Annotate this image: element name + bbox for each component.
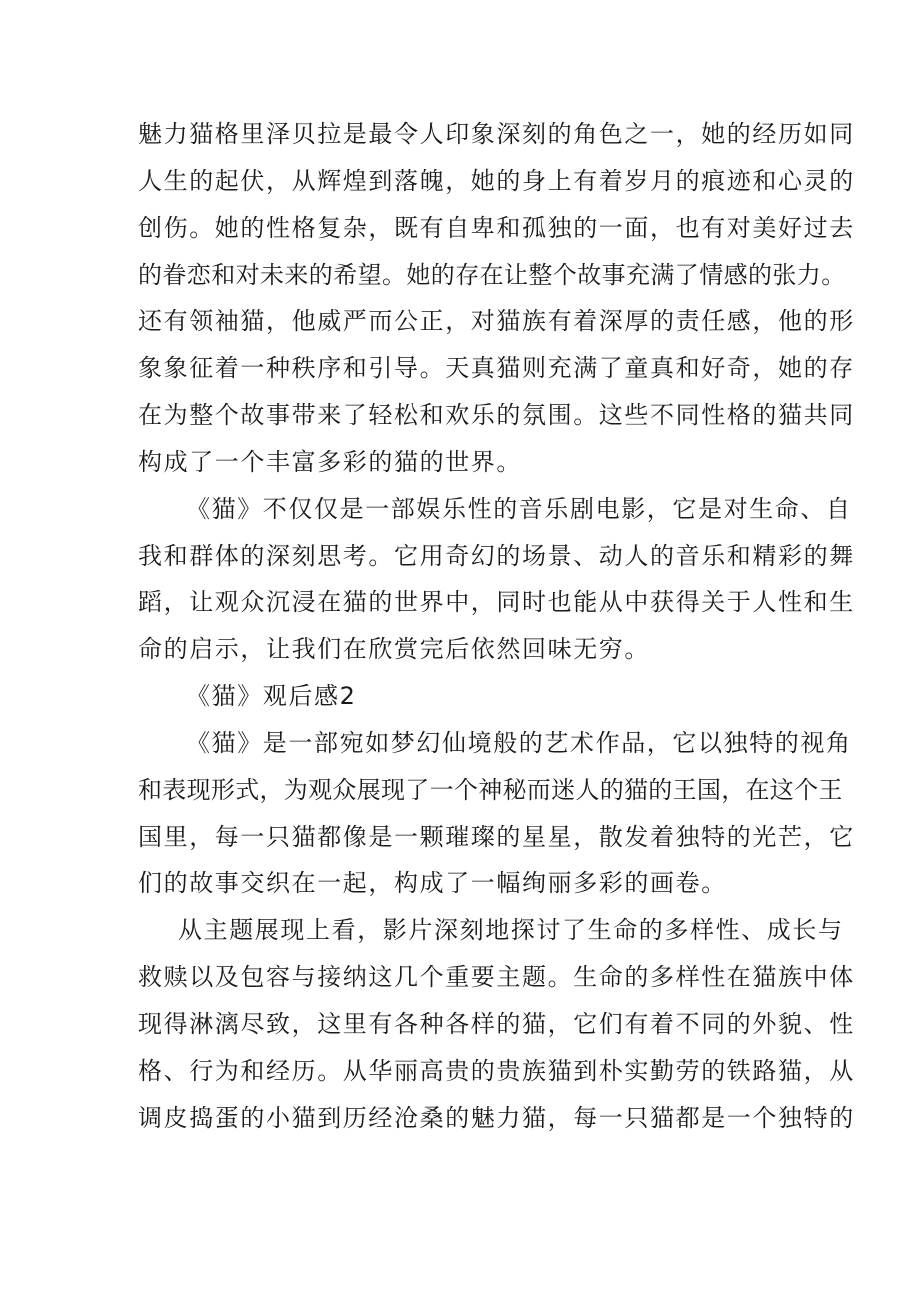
- text-line: 魅力猫格里泽贝拉是最令人印象深刻的角色之一，她的经历如同: [138, 120, 855, 148]
- text-line: 们的故事交织在一起，构成了一幅绚丽多彩的画卷。: [138, 869, 727, 897]
- text-line: 在为整个故事带来了轻松和欢乐的氛围。这些不同性格的猫共同: [138, 401, 855, 429]
- text-line: 构成了一个丰富多彩的猫的世界。: [138, 448, 522, 476]
- text-line: 象象征着一种秩序和引导。天真猫则充满了童真和好奇，她的存: [138, 354, 855, 382]
- text-line: 救赎以及包容与接纳这几个重要主题。生命的多样性在猫族中体: [138, 963, 855, 991]
- paragraph-start-line: 《猫》是一部宛如梦幻仙境般的艺术作品，它以独特的视角: [186, 729, 852, 757]
- section-heading: 《猫》观后感2: [186, 682, 357, 710]
- text-line: 现得淋漓尽致，这里有各种各样的猫，它们有着不同的外貌、性: [138, 1010, 855, 1038]
- text-line: 我和群体的深刻思考。它用奇幻的场景、动人的音乐和精彩的舞: [138, 542, 855, 570]
- text-line: 创伤。她的性格复杂，既有自卑和孤独的一面，也有对美好过去: [138, 214, 855, 242]
- text-line: 命的启示，让我们在欣赏完后依然回味无穷。: [138, 635, 650, 663]
- text-line: 格、行为和经历。从华丽高贵的贵族猫到朴实勤劳的铁路猫，从: [138, 1057, 855, 1085]
- text-line: 调皮捣蛋的小猫到历经沧桑的魅力猫，每一只猫都是一个独特的: [138, 1104, 855, 1132]
- text-line: 和表现形式，为观众展现了一个神秘而迷人的猫的王国，在这个王: [138, 776, 843, 804]
- text-line: 还有领袖猫，他威严而公正，对猫族有着深厚的责任感，他的形: [138, 307, 855, 335]
- paragraph-start-line: 从主题展现上看，影片深刻地探讨了生命的多样性、成长与: [178, 916, 844, 944]
- text-line: 蹈，让观众沉浸在猫的世界中，同时也能从中获得关于人性和生: [138, 588, 855, 616]
- paragraph-start-line: 《猫》不仅仅是一部娱乐性的音乐剧电影，它是对生命、自: [186, 495, 852, 523]
- text-line: 人生的起伏，从辉煌到落魄，她的身上有着岁月的痕迹和心灵的: [138, 167, 855, 195]
- text-line: 的眷恋和对未来的希望。她的存在让整个故事充满了情感的张力。: [138, 261, 846, 289]
- text-line: 国里，每一只猫都像是一颗璀璨的星星，散发着独特的光芒，它: [138, 823, 855, 851]
